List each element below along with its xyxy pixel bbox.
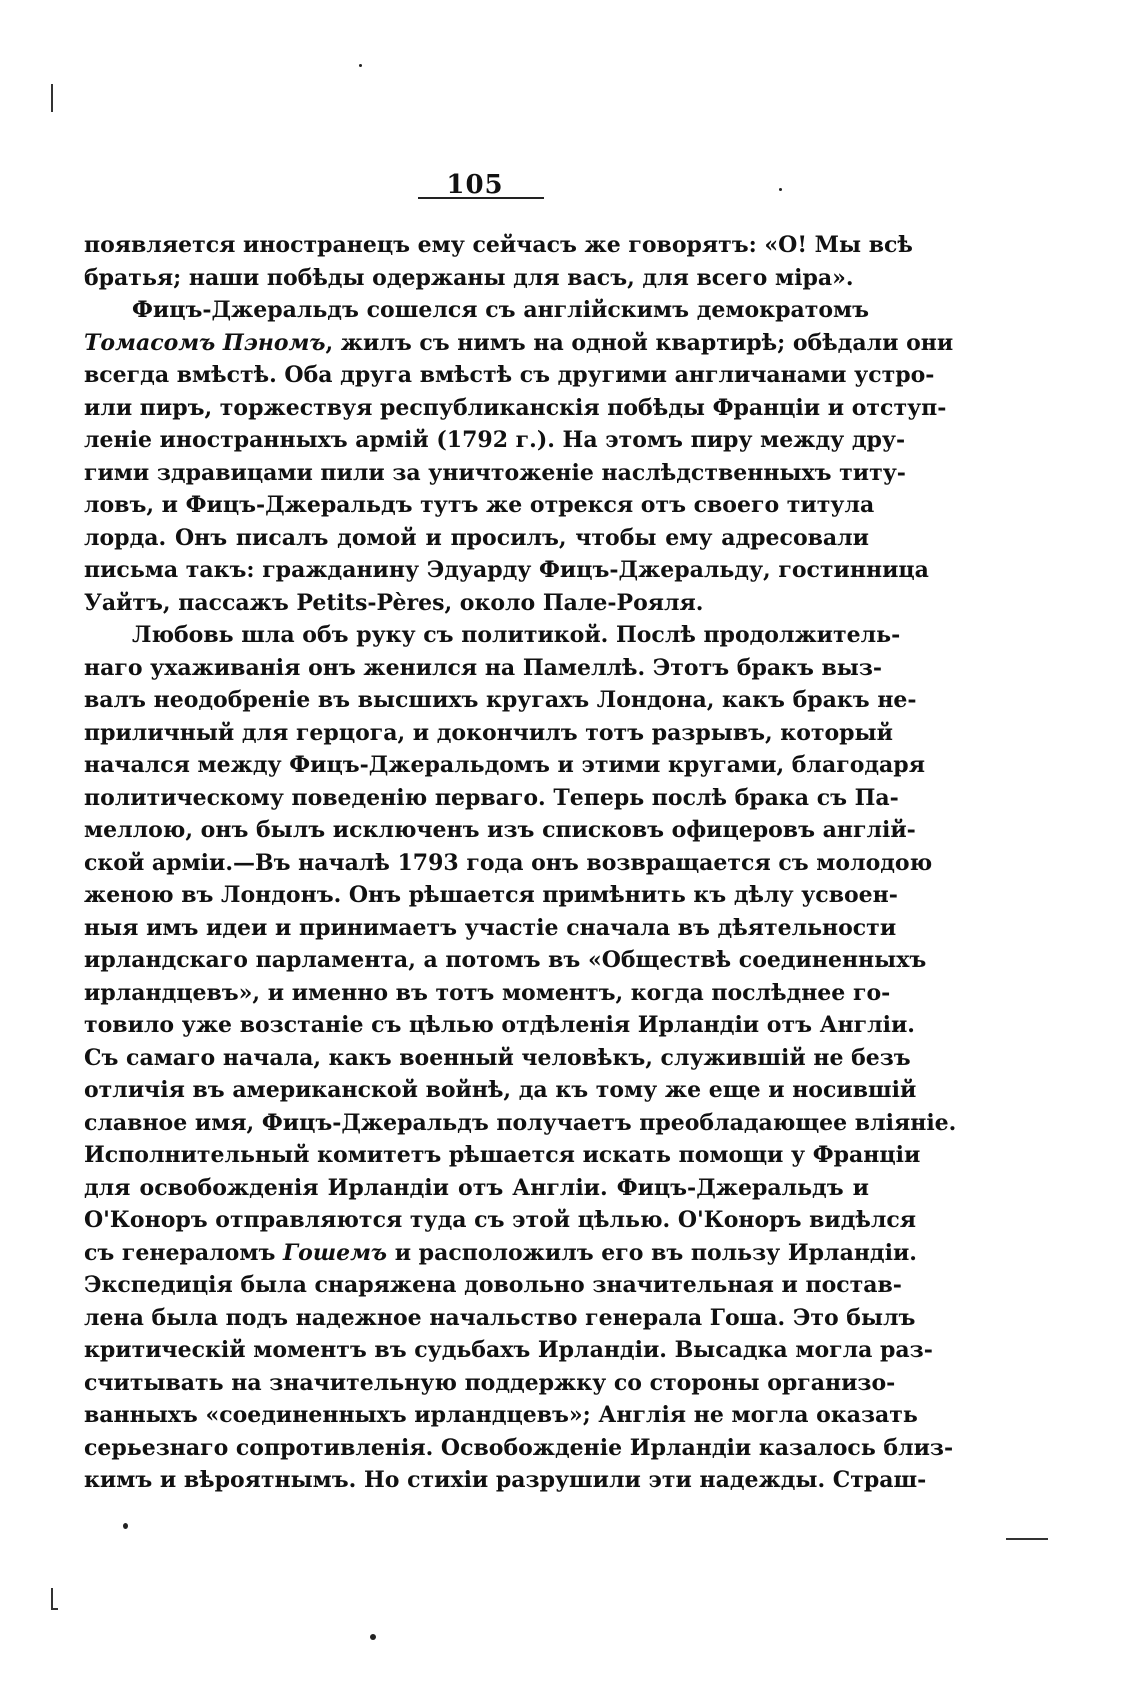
text-line: гими здравицами пили за уничтоженіе наслѣдственныхъ титу- (84, 459, 906, 486)
text-line: начался между Фицъ-Джеральдомъ и этими кругами, благодаря (84, 752, 925, 778)
text-line: или пиръ, торжествуя республиканскія побѣды Франціи и отступ- (84, 394, 947, 421)
scan-speck (779, 188, 782, 191)
scan-speck (123, 1523, 128, 1529)
text-line: политическому поведенію перваго. Теперь послѣ брака съ Па- (84, 784, 899, 811)
scan-edge-mark (51, 84, 53, 112)
text-line: наго ухаживанія онъ женился на Памеллѣ. Этотъ бракъ выз- (84, 654, 883, 681)
text-line: кимъ и вѣроятнымъ. Но стихіи разрушили эти надежды. Страш- (84, 1467, 927, 1493)
text-line: товило уже возстаніе съ цѣлью отдѣленія Ирландіи отъ Англіи. (84, 1012, 915, 1038)
text-line: письма такъ: гражданину Эдуарду Фицъ-Джеральду, гостинница (84, 557, 929, 583)
text-line: всегда вмѣстѣ. Оба друга вмѣстѣ съ другими англичанами устро- (84, 362, 935, 388)
text-line: меллою, онъ былъ исключенъ изъ списковъ офицеровъ англій- (84, 817, 916, 843)
text-line: появляется иностранецъ ему сейчасъ же говорятъ: «О! Мы всѣ (84, 232, 913, 258)
text-line-rest: , жилъ съ нимъ на одной квартирѣ; обѣдали они (325, 329, 954, 356)
emphasized-name: Гошемъ (282, 1239, 388, 1266)
scan-speck (359, 64, 362, 67)
scan-edge-mark (51, 1588, 53, 1610)
text-line: Экспедиція была снаряжена довольно значительная и постав- (84, 1272, 902, 1298)
text-line: славное имя, Фицъ-Джеральдъ получаетъ преобладающее вліяніе. (84, 1109, 957, 1136)
body-text (84, 229, 957, 1497)
text-line-start: съ генераломъ (84, 1239, 283, 1266)
text-line: лорда. Онъ писалъ домой и просилъ, чтобы ему адресовали (84, 524, 869, 551)
text-line: считывать на значительную поддержку со стороны организо- (84, 1369, 896, 1396)
scan-edge-mark (51, 1608, 58, 1610)
text-line-rest: и расположилъ его въ пользу Ирландіи. (387, 1239, 917, 1266)
text-line: леніе иностранныхъ армій (1792 г.). На этомъ пиру между дру- (84, 427, 906, 453)
text-line (84, 1237, 917, 1270)
text-line: Съ самаго начала, какъ военный человѣкъ, служившій не безъ (84, 1044, 911, 1071)
page-number: 105 (446, 170, 504, 200)
text-line: приличный для герцога, и докончилъ тотъ разрывъ, который (84, 719, 893, 746)
text-line: ныя имъ идеи и принимаетъ участіе сначала въ дѣятельности (84, 914, 897, 941)
text-line: Исполнительный комитетъ рѣшается искать помощи у Франціи (84, 1142, 921, 1168)
text-line: лена была подъ надежное начальство генерала Гоша. Это былъ (84, 1304, 916, 1331)
paragraph-start-line: Фицъ-Джеральдъ сошелся съ англійскимъ демократомъ (132, 297, 869, 323)
text-line: для освобожденія Ирландіи отъ Англіи. Фицъ-Джеральдъ и (84, 1174, 869, 1201)
scan-edge-mark (1006, 1538, 1048, 1540)
text-line: критическій моментъ въ судьбахъ Ирландіи. Высадка могла раз- (84, 1337, 933, 1363)
text-line: женою въ Лондонъ. Онъ рѣшается примѣнить къ дѣлу усвоен- (84, 882, 898, 908)
text-line (84, 327, 954, 360)
paragraph-start-line: Любовь шла объ руку съ политикой. Послѣ продолжитель- (132, 622, 901, 648)
emphasized-name: Томасомъ Пэномъ (84, 329, 326, 356)
text-line: серьезнаго сопротивленія. Освобожденіе Ирландіи казалось близ- (84, 1434, 954, 1461)
page-number-rule (418, 197, 544, 199)
text-line: валъ неодобреніе въ высшихъ кругахъ Лондона, какъ бракъ не- (84, 687, 917, 713)
text-line: ванныхъ «соединенныхъ ирландцевъ»; Англія не могла оказать (84, 1402, 918, 1428)
text-line: Уайтъ, пассажъ Petits-Pères, около Пале-Рояля. (84, 589, 704, 616)
text-line: ирландскаго парламента, а потомъ въ «Обществѣ соединенныхъ (84, 947, 927, 973)
text-line: братья; наши побѣды одержаны для васъ, для всего міра». (84, 264, 854, 291)
text-line: О'Конoръ отправляются туда съ этой цѣлью. О'Конoръ видѣлся (84, 1207, 916, 1233)
text-line: отличія въ американской войнѣ, да къ тому же еще и носившій (84, 1077, 917, 1103)
text-line: ловъ, и Фицъ-Джеральдъ тутъ же отрекся отъ своего титула (84, 492, 875, 518)
scan-speck (370, 1634, 376, 1640)
text-line: ирландцевъ», и именно въ тотъ моментъ, когда послѣднее го- (84, 979, 891, 1006)
text-line: ской арміи.—Въ началѣ 1793 года онъ возвращается съ молодою (84, 849, 933, 876)
